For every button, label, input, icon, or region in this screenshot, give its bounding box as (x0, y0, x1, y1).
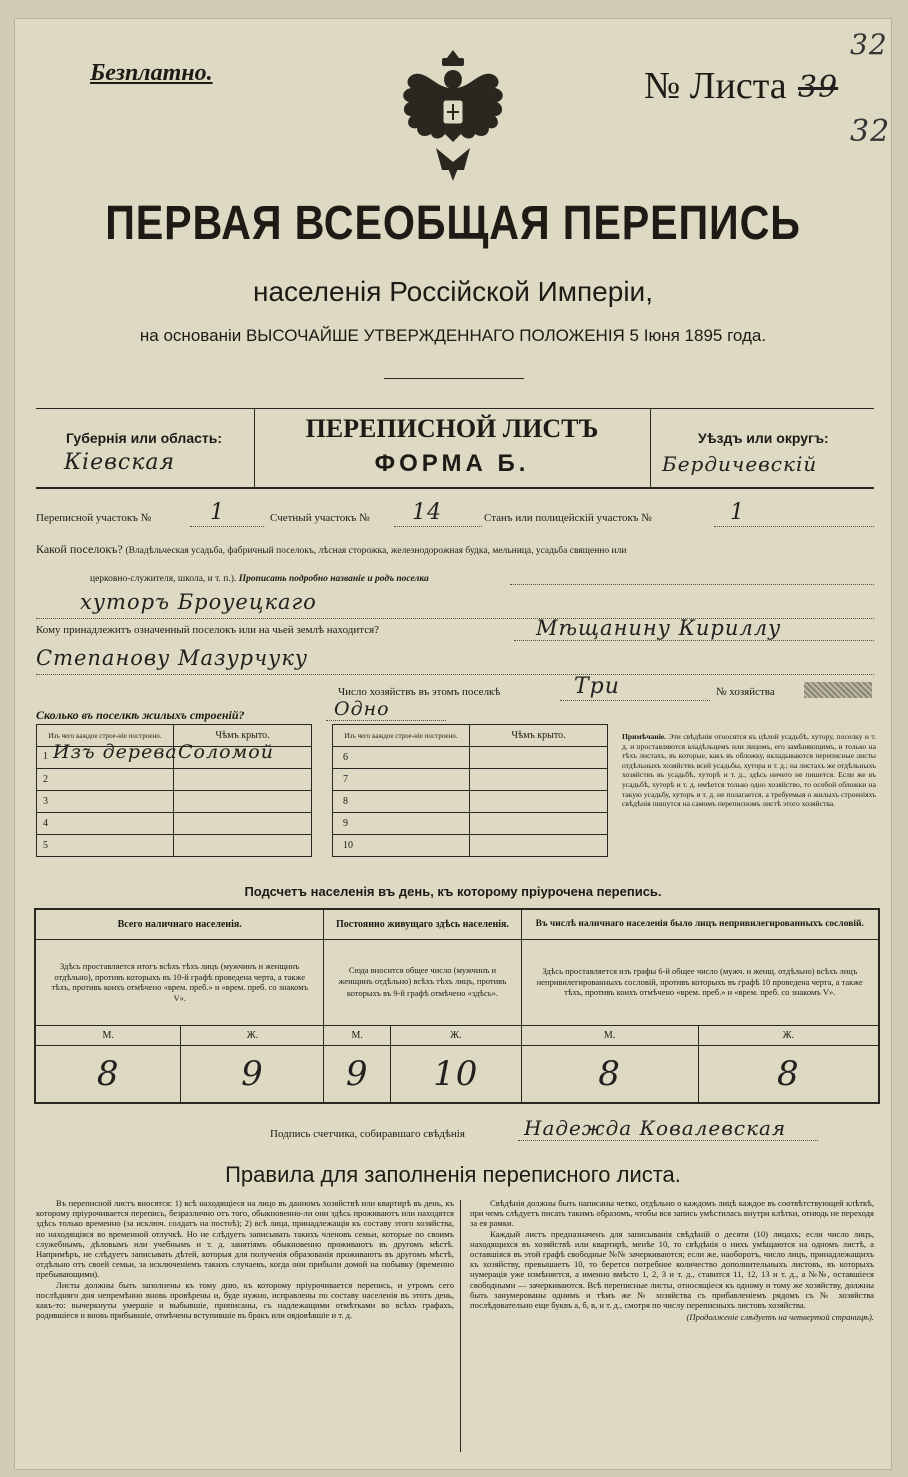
sheet-number-corner: 32 (850, 28, 888, 61)
table-row: 10 (333, 835, 608, 857)
table-row: 9 (333, 813, 608, 835)
province-label: Губернія или область: (66, 430, 223, 446)
province-value: Кіевская (64, 450, 176, 475)
owner-label: Кому принадлежитъ означенный поселокъ или на чьей землѣ находится? (36, 624, 380, 636)
table-row: 4 (37, 813, 312, 835)
col-roof: Чѣмъ крыто. (174, 725, 312, 747)
pop-permanent-m: 9 (324, 1045, 391, 1103)
rules-left-p2: Листы должны быть заполнены къ тому дню, къ которому пріурочивается перепись, и утромъ сего послѣдняго дня непремѣнно вновь провѣрены и, буде нужно, исправлены по составу населенія въ этотъ день, какъ-то: вычеркнуты умершіе и выбывшіе, приписаны, съ надлежащими отмѣтками во всѣхъ графахъ, родившіеся и вновь прибывшіе, отмѣчены вступившіе въ бракъ или овдовѣвшіе и т. д. (36, 1279, 454, 1321)
pop-col-nonpriv: Въ числѣ наличнаго населенія было лицъ непривилегированныхъ сословій. (521, 909, 879, 939)
count-area-value: 14 (412, 500, 442, 525)
settlement-hint-3: Прописать подробно названіе и родъ поселка (238, 574, 429, 584)
rules-title: Правила для заполненія переписного листа. (225, 1162, 681, 1187)
population-title: Подсчетъ населенія въ день, къ которому пріурочена перепись. (244, 884, 662, 899)
double-headed-eagle-icon (398, 48, 508, 183)
police-area-value: 1 (730, 500, 745, 525)
owner-value-2: Степанову Мазурчуку (36, 646, 309, 670)
note-label: Примѣчаніе. (622, 732, 667, 741)
buildings-table-left (36, 724, 312, 857)
form-code: ФОРМА Б. (374, 450, 530, 477)
households-label: Число хозяйствъ въ этомъ поселкѣ (338, 686, 501, 698)
signature-value: Надежда Ковалевская (524, 1116, 787, 1140)
owner-value-1: Мѣщанину Кириллу (536, 616, 782, 640)
rules-right-p1: Свѣдѣнія должны быть написаны четко, отдѣльно о каждомъ лицѣ каждое въ соотвѣтствующей клѣткѣ, при чемъ слѣдуетъ писать такимъ образомъ, чтобы вся запись умѣстилась внутри клѣтки, отнюдь не переходя за ея рамки. (470, 1198, 874, 1229)
count-area-label: Счетный участокъ № (270, 512, 370, 524)
pop-nonpriv-f: 8 (698, 1045, 879, 1103)
pop-desc-total: Здѣсь проставляется итогъ всѣхъ тѣхъ лицъ (мужчинъ и женщинъ отдѣльно), противъ которыхъ въ 10-й графѣ проведена черта, а также тѣхъ, противъ коихъ отмѣчено «врем. преб.» и «врем. преб. со знакомъ V». (35, 939, 324, 1025)
population-table: Всего наличнаго населенія. Постоянно живущаго здѣсь населенія. Въ числѣ наличнаго населенія было лицъ непривилегированныхъ сословій. Здѣсь проставляется итогъ всѣхъ тѣхъ лицъ (мужчинъ и женщинъ отдѣльно), противъ которыхъ въ 10-й графѣ проведена черта, а также тѣхъ, противъ коихъ отмѣчено «врем. преб.» и «врем. преб. со знакомъ V». Сюда вносится общее число (мужчинъ и женщинъ отдѣльно) всѣхъ тѣхъ лицъ, противъ которыхъ въ 9-й графѣ отмѣчено «здѣсь». Здѣсь проставляется изъ графы 6-й общее число (мужч. и женщ. отдѣльно) всѣхъ лицъ непривилегированныхъ сословій, противъ которыхъ въ графѣ 10 проведена черта, а также тѣхъ, противъ коихъ отмѣчено «врем. преб.» и «врем. преб. со знакомъ V». М. Ж. М. Ж. М. Ж. 8 9 9 10 8 8 (34, 908, 880, 1104)
pop-total-f: 9 (181, 1045, 324, 1103)
page-title: ПЕРВАЯ ВСЕОБЩАЯ ПЕРЕПИСЬ (105, 197, 801, 250)
household-no-erased (804, 682, 872, 698)
sheet-number-right: 32 (850, 114, 891, 149)
rules-right (470, 1198, 874, 1322)
table-row: 6 (333, 747, 608, 769)
note-text: Эти свѣдѣнія относятся къ цѣлой усадьбѣ, хутору, поселку и т. д. и проставляются владѣльцемъ или лицомъ, его замѣняющимъ, и только на тѣхъ листахъ, въ которые, какъ въ обложку, вкладываются переписные листы отдѣльныхъ хозяйствъ всей усадьбы, хутора и т. д.; на листахъ же отдѣльныхъ хозяйствъ въ усадьбѣ, хуторѣ и т. д., здѣсь ничего не пишется. Если же въ усадьбѣ, хуторѣ и т. д. имѣется только одно хозяйство, то особой обложки на такую усадьбу, хуторъ и т. д. не полагается, а требуемыя о жилыхъ строеніяхъ свѣдѣнія пишутся на самомъ переписномъ листѣ этого хозяйства. (622, 732, 876, 809)
household-no-label: № хозяйства (716, 686, 775, 698)
table-row: 8 (333, 791, 608, 813)
district-value: Бердичевскій (662, 452, 818, 476)
form-title: ПЕРЕПИСНОЙ ЛИСТЪ (305, 414, 599, 443)
table-row: 5 (37, 835, 312, 857)
pop-permanent-f: 10 (391, 1045, 521, 1103)
buildings-value: Одно (334, 698, 390, 720)
table-row: 1 Изъ дерева Соломой (37, 747, 312, 769)
pop-col-total: Всего наличнаго населенія. (35, 909, 324, 939)
police-area-label: Станъ или полицейскій участокъ № (484, 512, 652, 524)
pop-total-m: 8 (35, 1045, 181, 1103)
buildings-table-right: Изъ чего каждое строе-ніе построено. Чѣмъ крыто. 6 7 8 9 10 (332, 724, 608, 857)
table-row: 7 (333, 769, 608, 791)
census-area-value: 1 (210, 500, 225, 525)
col-material: Изъ чего каждое строе-ніе построено. (37, 725, 174, 747)
rules-left (36, 1198, 454, 1320)
settlement-hint-2: церковно-служителя, школа, и т. п.). (90, 574, 237, 584)
sheet-number-label: № Листа (644, 65, 787, 107)
pop-desc-nonpriv: Здѣсь проставляется изъ графы 6-й общее число (мужч. и женщ. отдѣльно) всѣхъ лицъ непривилегированныхъ сословій, противъ которыхъ въ графѣ 10 проведена черта, а также тѣхъ, противъ коихъ отмѣчено «врем. преб.» и «врем. преб. со знакомъ V». (521, 939, 879, 1025)
settlement-value: хуторъ Броуецкаго (80, 590, 317, 614)
free-label: Безплатно. (90, 60, 213, 86)
settlement-label: Какой поселокъ? (36, 542, 123, 556)
table-row: 2 (37, 769, 312, 791)
census-sheet (14, 18, 892, 1470)
page-subtitle: населенія Россійской Имперіи, (253, 276, 653, 307)
sheet-number-struck: 39 (798, 70, 839, 105)
signature-label: Подпись счетчика, собиравшаго свѣдѣнія (270, 1128, 465, 1140)
note (622, 732, 876, 809)
legal-basis: на основаніи ВЫСОЧАЙШЕ УТВЕРЖДЕННАГО ПОЛОЖЕНІЯ 5 Іюня 1895 года. (139, 326, 767, 345)
rules-right-p2: Каждый листъ предназначенъ для записыванія свѣдѣній о десяти (10) лицахъ; если число лицъ, находящихся въ хозяйствѣ или квартирѣ, менѣе 10, то свѣдѣнія о нихъ умѣщаются на одномъ листѣ, а оставшіяся въ этой графѣ свободные №№ зачеркиваются; если же, наоборотъ, число лицъ, принадлежащихъ къ хозяйству, превышаетъ 10, то берется потребное количество дополнительныхъ листовъ, въ которыхъ нумерація уже измѣняется, а именно вмѣсто 1, 2, 3 и т. д., ставится 11, 12, 13 и т. д., а №№, оставшіеся свободными — зачеркиваются. Всѣ переписные листы, относящіеся къ одному и тому же хозяйству, должны быть занумерованы однимъ и тѣмъ же № хозяйства съ прибавленіемъ рядомъ съ № хозяйства послѣдовательно еще буквъ а, б, в, и т. д., смотря по числу переписныхъ листовъ хозяйства. (470, 1228, 874, 1311)
buildings-label: Сколько въ поселкѣ жилыхъ строеній? (36, 708, 245, 722)
table-row: 3 (37, 791, 312, 813)
pop-nonpriv-m: 8 (521, 1045, 698, 1103)
district-label: Уѣздъ или округъ: (698, 430, 829, 446)
pop-col-permanent: Постоянно живущаго здѣсь населенія. (324, 909, 521, 939)
settlement-hint-1: (Владѣльческая усадьба, фабричный поселокъ, лѣсная сторожка, железнодорожная будка, мельница, усадьба священно или (125, 546, 627, 556)
households-value: Три (574, 674, 620, 699)
rules-left-p1: Въ переписной листъ вносятся: 1) всѣ находящіеся на лицо въ данномъ хозяйствѣ или квартирѣ въ день, къ которому пріурочивается перепись, безразлично отъ того, обыкновенно-ли они здѣсь проживаютъ или находятся здѣсь только временно (за исключ. солдатъ на постоѣ); 2) всѣ лица, принадлежащія къ составу этого хозяйства, но находящіяся во временной отлучкѣ. Но не слѣдуетъ записывать такихъ членовъ семьи, которые по своимъ служебнымъ, дѣловымъ или учебнымъ и т. д. занятіямъ обыкновенно проживаютъ въ другомъ мѣстѣ. Напримѣръ, не слѣдуетъ записывать дѣтей, которыя для полученія образованія проживаютъ въ другомъ мѣстѣ, отдѣльно отъ своей семьи, за исключеніемъ такихъ случаевъ, когда они прибыли домой на побывку (временно пребывающими). (36, 1198, 454, 1280)
pop-desc-permanent: Сюда вносится общее число (мужчинъ и женщинъ отдѣльно) всѣхъ тѣхъ лицъ, противъ которыхъ въ 9-й графѣ отмѣчено «здѣсь». (324, 939, 521, 1025)
census-area-label: Переписной участокъ № (36, 512, 152, 524)
rules-continued: (Продолженіе слѣдуетъ на четвертой страницѣ). (686, 1312, 874, 1323)
